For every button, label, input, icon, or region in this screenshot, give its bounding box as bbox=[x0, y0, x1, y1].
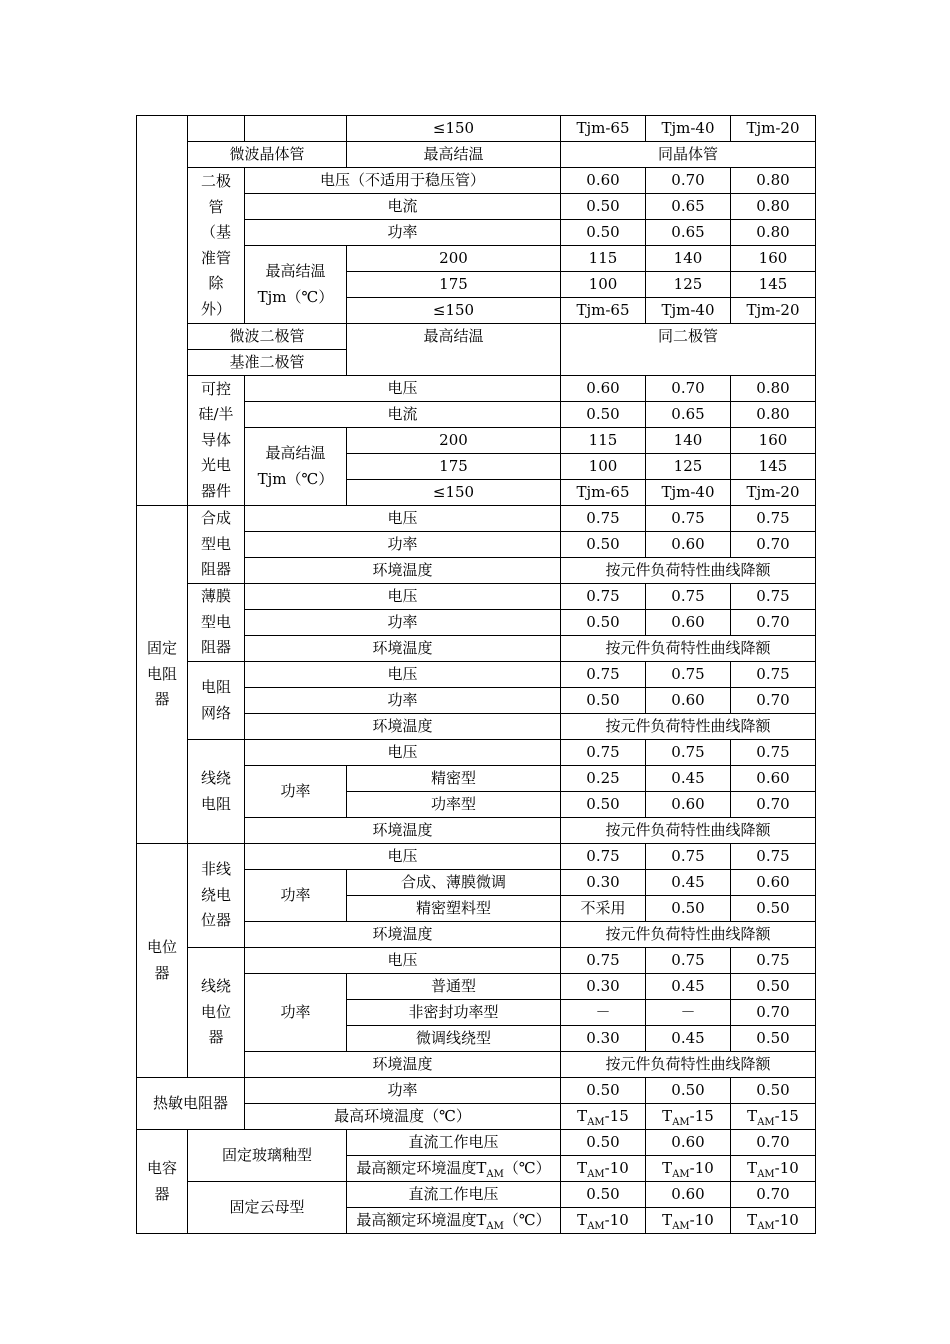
power-subgroup-cell: 功率 bbox=[245, 974, 347, 1052]
value-cell: 0.80 bbox=[731, 376, 816, 402]
param-cell: 功率 bbox=[245, 1078, 561, 1104]
type-cell: 功率型 bbox=[347, 792, 561, 818]
param-cell: 直流工作电压 bbox=[347, 1130, 561, 1156]
value-cell: 0.80 bbox=[731, 194, 816, 220]
type-cell: 合成、薄膜微调 bbox=[347, 870, 561, 896]
power-subgroup-cell: 功率 bbox=[245, 870, 347, 922]
value-cell: 0.50 bbox=[731, 896, 816, 922]
param-cell: 功率 bbox=[245, 532, 561, 558]
value-cell: 0.50 bbox=[731, 1026, 816, 1052]
glass-glaze-cell: 固定玻璃釉型 bbox=[188, 1130, 347, 1182]
value-cell: 0.50 bbox=[561, 792, 646, 818]
value-cell: 0.25 bbox=[561, 766, 646, 792]
param-cell: 最高额定环境温度$T_{AM}(℃)$ bbox=[347, 1156, 561, 1182]
table-row bbox=[137, 662, 816, 688]
temp-cell: 200 bbox=[347, 428, 561, 454]
value-cell: 0.50 bbox=[561, 532, 646, 558]
table-row bbox=[137, 1182, 816, 1208]
param-cell: 最高结温 bbox=[347, 324, 561, 376]
param-cell: 电压 bbox=[245, 740, 561, 766]
value-cell: 0.70 bbox=[731, 1182, 816, 1208]
value-cell: Tjm-20 bbox=[731, 298, 816, 324]
value-cell: － bbox=[561, 1000, 646, 1026]
param-cell: 直流工作电压 bbox=[347, 1182, 561, 1208]
table-row bbox=[137, 844, 816, 870]
value-cell: 0.70 bbox=[731, 532, 816, 558]
value-cell: 0.75 bbox=[731, 506, 816, 532]
value-cell: 0.75 bbox=[561, 948, 646, 974]
value-cell: 100 bbox=[561, 272, 646, 298]
potentiometer-group-cell: 电位 器 bbox=[137, 844, 188, 1078]
value-cell: 125 bbox=[646, 454, 731, 480]
value-cell: $T_{AM}-10$ bbox=[561, 1208, 646, 1234]
value-cell: 0.60 bbox=[561, 376, 646, 402]
value-cell: 115 bbox=[561, 246, 646, 272]
film-resistor-cell: 薄膜 型电 阻器 bbox=[188, 584, 245, 662]
table-row bbox=[137, 584, 816, 610]
thermistor-label-cell: 热敏电阻器 bbox=[137, 1078, 245, 1130]
value-cell: 0.75 bbox=[561, 506, 646, 532]
param-cell: 电压（不适用于稳压管） bbox=[245, 168, 561, 194]
value-cell: 0.75 bbox=[731, 948, 816, 974]
value-cell: 0.60 bbox=[646, 1130, 731, 1156]
value-cell: 0.70 bbox=[731, 610, 816, 636]
value-cell: $T_{AM}-15$ bbox=[646, 1104, 731, 1130]
value-cell: 0.75 bbox=[646, 584, 731, 610]
value-cell: $T_{AM}-10$ bbox=[731, 1156, 816, 1182]
value-cell: 0.75 bbox=[646, 506, 731, 532]
value-cell: 0.70 bbox=[731, 1000, 816, 1026]
table-row bbox=[137, 168, 816, 194]
reference-diode-cell: 基准二极管 bbox=[188, 350, 347, 376]
value-cell: 0.70 bbox=[731, 1130, 816, 1156]
resistor-network-cell: 电阻 网络 bbox=[188, 662, 245, 740]
value-cell: 160 bbox=[731, 428, 816, 454]
value-cell: 0.75 bbox=[561, 662, 646, 688]
table-row bbox=[137, 116, 816, 142]
param-cell: 功率 bbox=[245, 220, 561, 246]
param-cell: 功率 bbox=[245, 688, 561, 714]
microwave-diode-cell: 微波二极管 bbox=[188, 324, 347, 350]
value-cell: 0.80 bbox=[731, 220, 816, 246]
diode-label-cell: 二极 管 （基 准管 除 外） bbox=[188, 168, 245, 324]
value-cell: 160 bbox=[731, 246, 816, 272]
wirewound-pot-cell: 线绕 电位 器 bbox=[188, 948, 245, 1078]
value-cell: 0.75 bbox=[646, 844, 731, 870]
value-cell: 0.30 bbox=[561, 870, 646, 896]
value-cell: 0.50 bbox=[561, 1182, 646, 1208]
value-cell: $T_{AM}-15$ bbox=[731, 1104, 816, 1130]
value-cell: $T_{AM}-10$ bbox=[731, 1208, 816, 1234]
value-cell: 0.50 bbox=[731, 1078, 816, 1104]
value-cell: 0.50 bbox=[561, 688, 646, 714]
type-cell: 微调线绕型 bbox=[347, 1026, 561, 1052]
value-cell: Tjm-40 bbox=[646, 480, 731, 506]
curve-derate-cell: 按元件负荷特性曲线降额 bbox=[561, 922, 816, 948]
value-cell: 0.75 bbox=[731, 584, 816, 610]
param-cell: 电压 bbox=[245, 948, 561, 974]
value-cell: 0.50 bbox=[646, 1078, 731, 1104]
value-cell: 145 bbox=[731, 454, 816, 480]
value-cell: 0.60 bbox=[646, 688, 731, 714]
value-cell: 0.60 bbox=[731, 870, 816, 896]
param-cell: 环境温度 bbox=[245, 636, 561, 662]
value-cell: 0.70 bbox=[731, 688, 816, 714]
temp-cell: 175 bbox=[347, 454, 561, 480]
same-as-diode-cell: 同二极管 bbox=[561, 324, 816, 376]
param-cell: 电流 bbox=[245, 402, 561, 428]
value-cell: 0.75 bbox=[646, 662, 731, 688]
value-cell: 145 bbox=[731, 272, 816, 298]
value-cell: Tjm-65 bbox=[561, 116, 646, 142]
value-cell: 0.30 bbox=[561, 974, 646, 1000]
value-cell: 0.70 bbox=[646, 168, 731, 194]
value-cell: 0.75 bbox=[561, 584, 646, 610]
curve-derate-cell: 按元件负荷特性曲线降额 bbox=[561, 1052, 816, 1078]
value-cell: 0.45 bbox=[646, 1026, 731, 1052]
value-cell: 0.60 bbox=[561, 168, 646, 194]
value-cell: 140 bbox=[646, 246, 731, 272]
value-cell: 0.45 bbox=[646, 974, 731, 1000]
same-as-transistor-cell: 同晶体管 bbox=[561, 142, 816, 168]
param-cell: 功率 bbox=[245, 610, 561, 636]
value-cell: 0.60 bbox=[731, 766, 816, 792]
value-cell: 0.30 bbox=[561, 1026, 646, 1052]
value-cell: 0.45 bbox=[646, 870, 731, 896]
value-cell: 0.50 bbox=[561, 402, 646, 428]
value-cell: Tjm-40 bbox=[646, 298, 731, 324]
value-cell: Tjm-20 bbox=[731, 480, 816, 506]
param-cell: 环境温度 bbox=[245, 558, 561, 584]
table-row bbox=[137, 324, 816, 350]
curve-derate-cell: 按元件负荷特性曲线降额 bbox=[561, 558, 816, 584]
derating-table bbox=[136, 115, 816, 1234]
type-cell: 普通型 bbox=[347, 974, 561, 1000]
thyristor-label-cell: 可控 硅/半 导体 光电 器件 bbox=[188, 376, 245, 506]
value-cell: 0.60 bbox=[646, 792, 731, 818]
value-cell: 0.75 bbox=[561, 740, 646, 766]
value-cell: 100 bbox=[561, 454, 646, 480]
param-cell: 电压 bbox=[245, 506, 561, 532]
value-cell: $T_{AM}-10$ bbox=[561, 1156, 646, 1182]
max-junction-temp-cell: 最高结温 Tjm（℃） bbox=[245, 246, 347, 324]
temp-cell: 175 bbox=[347, 272, 561, 298]
value-cell: 0.50 bbox=[561, 1078, 646, 1104]
value-cell: 0.60 bbox=[646, 1182, 731, 1208]
value-cell: 0.75 bbox=[646, 948, 731, 974]
curve-derate-cell: 按元件负荷特性曲线降额 bbox=[561, 636, 816, 662]
value-cell: 115 bbox=[561, 428, 646, 454]
value-cell: 不采用 bbox=[561, 896, 646, 922]
param-cell: 电压 bbox=[245, 662, 561, 688]
wirewound-resistor-cell: 线绕 电阻 bbox=[188, 740, 245, 844]
mica-cell: 固定云母型 bbox=[188, 1182, 347, 1234]
param-cell: 电压 bbox=[245, 584, 561, 610]
value-cell: 125 bbox=[646, 272, 731, 298]
value-cell: $T_{AM}-10$ bbox=[646, 1208, 731, 1234]
value-cell: 0.80 bbox=[731, 402, 816, 428]
curve-derate-cell: 按元件负荷特性曲线降额 bbox=[561, 818, 816, 844]
empty-cell bbox=[188, 116, 245, 142]
param-cell: 电压 bbox=[245, 376, 561, 402]
value-cell: 0.65 bbox=[646, 194, 731, 220]
value-cell: 0.75 bbox=[561, 844, 646, 870]
value-cell: 0.60 bbox=[646, 532, 731, 558]
param-cell: 环境温度 bbox=[245, 714, 561, 740]
param-cell: 环境温度 bbox=[245, 818, 561, 844]
empty-cell bbox=[245, 116, 347, 142]
value-cell: 0.70 bbox=[646, 376, 731, 402]
temp-cell: 200 bbox=[347, 246, 561, 272]
temp-cell: ≤150 bbox=[347, 298, 561, 324]
composition-resistor-cell: 合成 型电 阻器 bbox=[188, 506, 245, 584]
value-cell: 0.75 bbox=[646, 740, 731, 766]
value-cell: 0.50 bbox=[646, 896, 731, 922]
microwave-transistor-cell: 微波晶体管 bbox=[188, 142, 347, 168]
value-cell: 0.65 bbox=[646, 402, 731, 428]
value-cell: 0.50 bbox=[561, 1130, 646, 1156]
value-cell: Tjm-65 bbox=[561, 298, 646, 324]
table-row bbox=[137, 740, 816, 766]
table-row bbox=[137, 506, 816, 532]
temp-cell: ≤150 bbox=[347, 116, 561, 142]
table-row bbox=[137, 376, 816, 402]
table-row bbox=[137, 142, 816, 168]
param-cell: 最高环境温度（℃） bbox=[245, 1104, 561, 1130]
semiconductor-group-cell bbox=[137, 116, 188, 506]
value-cell: 0.70 bbox=[731, 792, 816, 818]
param-cell: 环境温度 bbox=[245, 1052, 561, 1078]
value-cell: 0.50 bbox=[561, 220, 646, 246]
type-cell: 精密塑料型 bbox=[347, 896, 561, 922]
value-cell: 0.80 bbox=[731, 168, 816, 194]
table-row bbox=[137, 948, 816, 974]
param-cell: 环境温度 bbox=[245, 922, 561, 948]
value-cell: Tjm-40 bbox=[646, 116, 731, 142]
value-cell: $T_{AM}-10$ bbox=[646, 1156, 731, 1182]
param-cell: 最高额定环境温度$T_{AM}(℃)$ bbox=[347, 1208, 561, 1234]
value-cell: － bbox=[646, 1000, 731, 1026]
curve-derate-cell: 按元件负荷特性曲线降额 bbox=[561, 714, 816, 740]
value-cell: 0.75 bbox=[731, 844, 816, 870]
param-cell: 电压 bbox=[245, 844, 561, 870]
non-wirewound-pot-cell: 非线 绕电 位器 bbox=[188, 844, 245, 948]
value-cell: $T_{AM}-15$ bbox=[561, 1104, 646, 1130]
table-row bbox=[137, 1078, 816, 1104]
value-cell: 0.45 bbox=[646, 766, 731, 792]
type-cell: 精密型 bbox=[347, 766, 561, 792]
value-cell: 0.50 bbox=[731, 974, 816, 1000]
value-cell: 140 bbox=[646, 428, 731, 454]
power-subgroup-cell: 功率 bbox=[245, 766, 347, 818]
table-row bbox=[137, 1130, 816, 1156]
param-cell: 最高结温 bbox=[347, 142, 561, 168]
temp-cell: ≤150 bbox=[347, 480, 561, 506]
type-cell: 非密封功率型 bbox=[347, 1000, 561, 1026]
value-cell: 0.75 bbox=[731, 662, 816, 688]
max-junction-temp-cell: 最高结温 Tjm（℃） bbox=[245, 428, 347, 506]
fixed-resistor-group-cell: 固定 电阻 器 bbox=[137, 506, 188, 844]
capacitor-group-cell: 电容 器 bbox=[137, 1130, 188, 1234]
value-cell: 0.50 bbox=[561, 610, 646, 636]
param-cell: 电流 bbox=[245, 194, 561, 220]
value-cell: 0.65 bbox=[646, 220, 731, 246]
value-cell: 0.60 bbox=[646, 610, 731, 636]
value-cell: 0.75 bbox=[731, 740, 816, 766]
value-cell: Tjm-20 bbox=[731, 116, 816, 142]
value-cell: 0.50 bbox=[561, 194, 646, 220]
value-cell: Tjm-65 bbox=[561, 480, 646, 506]
